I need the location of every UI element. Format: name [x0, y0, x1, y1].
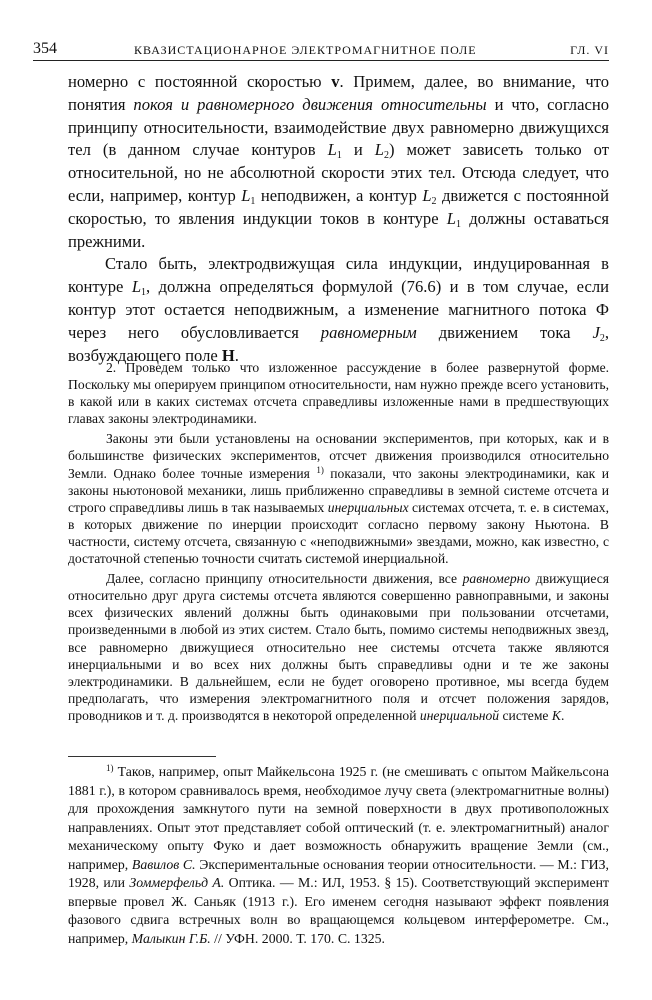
- footnote-text: $^{1)}$ Таков, например, опыт Майкельсона 1925 г. (не смешивать с опытом Майкельсона 1881 г.), в котором сравнивалось время, необходимое лучу света (электромагнитные волны) для прохождения замкнутого пути на земной поверхности в двух противоположных направлениях. Опыт этот представляет собой оптический (т. е. электромагнитный) аналог механическому опыту Фуко и дает возможность обнаружить вращение Земли (см., например, Вавилов С. Экспериментальные основания теории относительности. — М.: ГИЗ, 1928, или Зоммерфельд А. Оптика. — М.: ИЛ, 1953. § 15). Соответствующий эксперимент впервые провел Ж. Саньяк (1913 г.). Его именем сегодня называют эффект появления фазового сдвига встречных волн во вращающемся кольцевом интерферометре. См., например, Малыкин Г.Б. // УФН. 2000. Т. 170. С. 1325.: [68, 763, 610, 946]
- paragraph-continuation: номерно с постоянной скоростью v. Примем, далее, во внимание, что понятия покоя и равномерного движения относительны и что, согласно принципу относительности, взаимодействие двух равномерно движущихся тел (в данном случае контуров $L_1$ и $L_2$) может зависеть только от относительной, но не абсолютной скорости этих тел. Отсюда следует, что если, например, контур $L_1$ неподвижен, а контур $L_2$ движется с постоянной скоростью, то явления индукции токов в контуре $L_1$ должны оставаться прежними.: [68, 72, 609, 251]
- section-2-intro: 2. Проведем только что изложенное рассуждение в более развернутой форме. Поскольку мы оперируем принципом относительности, нам нужно прежде всего установить, в какой или в каких системах отсчета справедливы изложенные нами в предшествующих главах законы электродинамики.: [68, 360, 609, 427]
- footnote-divider: [68, 756, 216, 757]
- running-header: [33, 38, 609, 61]
- emphasis-relativity: покоя и равномерного движения относительны: [133, 94, 487, 114]
- paragraph-emf: Стало быть, электродвижущая сила индукции, индуцированная в контуре $L_1$, должна определяться формулой (76.6) и в том случае, если контур этот остается неподвижным, а изменение магнитного потока Ф через него обусловливается равномерным движением тока $J_2$, возбуждающего поле H.: [68, 254, 609, 365]
- footnote-marker: 1): [316, 464, 324, 475]
- velocity-symbol: v: [331, 72, 340, 91]
- footnote-number: 1): [106, 763, 114, 773]
- small-print-section: [68, 359, 609, 724]
- footnote: [68, 763, 609, 948]
- paragraph-relativity: Далее, согласно принципу относительности движения, все равномерно движущиеся относительно друг друга системы отсчета являются совершенно равноправными, и законы всех физических явлений должны быть одинаковыми при пользовании отсчетами, произведенными в любой из этих систем. Стало быть, помимо системы неподвижных звезд, все равномерно движущиеся относительно нее системы отсчета также являются инерциальными и во всех них должны быть справедливы одни и те же законы электродинамики. В дальнейшем, если не будет оговорено противное, мы всегда будем предполагать, что измерения электромагнитного поля и отсчет положения зарядов, проводников и т. д. производятся в некоторой определенной инерциальной системе K.: [68, 571, 609, 723]
- emphasis-uniform: равномерным: [320, 322, 417, 342]
- running-title: КВАЗИСТАЦИОНАРНОЕ ЭЛЕКТРОМАГНИТНОЕ ПОЛЕ: [134, 43, 477, 57]
- main-text: [68, 71, 609, 367]
- paragraph-laws: Законы эти были установлены на основании экспериментов, при которых, как и в большинстве физических экспериментов, отсчет движения производился относительно Земли. Однако более точные измерения $^{1)}$ показали, что законы электродинамики, как и законы ньютоновой механики, лишь приближенно справедливы в земной системе отсчета и строго справедливы лишь в так называемых инерциальных системах отсчета, т. е. в системах, в которых движение по инерции происходит согласно первому закону Ньютона. В частности, систему отсчета, связанную с «неподвижными» звездами, можно, как известно, с достаточной степенью точности считать системой инерциальной.: [68, 431, 609, 567]
- page-number: 354: [33, 40, 57, 57]
- chapter-label: ГЛ. VI: [570, 43, 609, 57]
- field-symbol: H: [221, 345, 235, 365]
